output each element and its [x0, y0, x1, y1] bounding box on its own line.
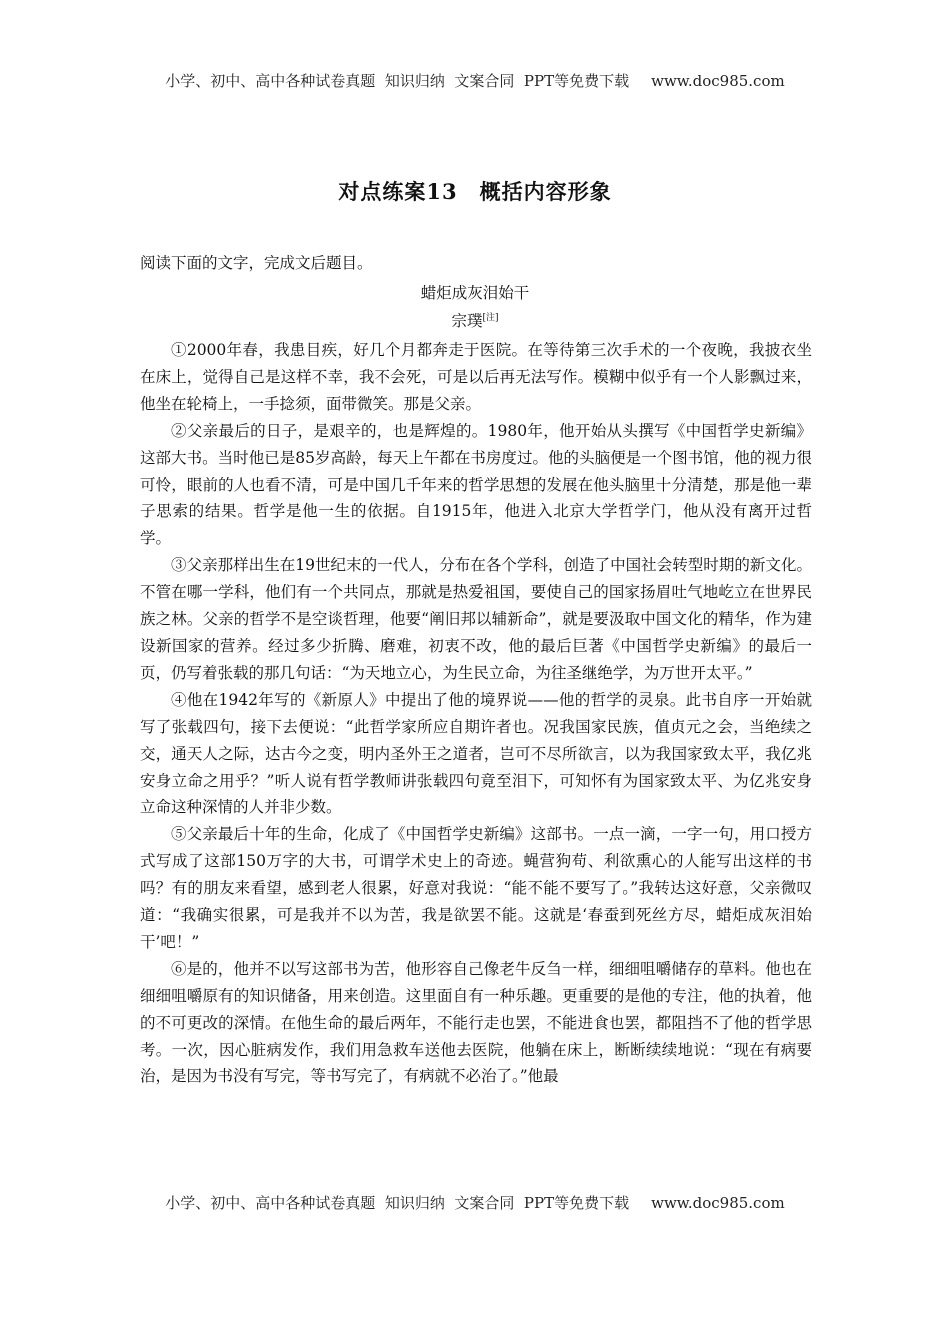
paragraph-1: ①2000年春，我患目疾，好几个月都奔走于医院。在等待第三次手术的一个夜晚，我披衣坐在床上，觉得自己是这样不幸，我不会死，可是以后再无法写作。模糊中似乎有一个人影飘过来，他坐在轮椅上，一手捻须，面带微笑。那是父亲。	[140, 341, 812, 413]
passage-author	[0, 309, 950, 331]
author-name: 宗璞	[451, 312, 483, 330]
paragraph-4: ④他在1942年写的《新原人》中提出了他的境界说——他的哲学的灵泉。此书自序一开始就写了张载四句，接下去便说：“此哲学家所应自期许者也。况我国家民族，值贞元之会，当绝续之交，通天人之际，达古今之变，明内圣外王之道者，岂可不尽所欲言，以为我国家致太平，我亿兆安身立命之用乎？”听人说有哲学教师讲张载四句竟至泪下，可知怀有为国家致太平、为亿兆安身立命这种深情的人并非少数。	[140, 690, 812, 817]
header-url[interactable]: www.doc985.com	[651, 72, 785, 90]
header-text: 小学、初中、高中各种试卷真题 知识归纳 文案合同 PPT等免费下载	[165, 72, 630, 90]
paragraph-2: ②父亲最后的日子，是艰辛的，也是辉煌的。1980年，他开始从头撰写《中国哲学史新编》这部大书。当时他已是85岁高龄，每天上午都在书房度过。他的头脑便是一个图书馆，他的视力很可怜，眼前的人也看不清，可是中国几千年来的哲学思想的发展在他头脑里十分清楚，那是他一辈子思索的结果。哲学是他一生的依据。自1915年，他进入北京大学哲学门，他从没有离开过哲学。	[140, 421, 812, 548]
page-header	[0, 70, 950, 91]
passage-body	[140, 337, 812, 1090]
footer-text: 小学、初中、高中各种试卷真题 知识归纳 文案合同 PPT等免费下载	[165, 1194, 630, 1212]
passage-title: 蜡炬成灰泪始干	[420, 284, 530, 302]
paragraph-3: ③父亲那样出生在19世纪末的一代人，分布在各个学科，创造了中国社会转型时期的新文化。不管在哪一学科，他们有一个共同点，那就是热爱祖国，要使自己的国家扬眉吐气地屹立在世界民族之林。父亲的哲学不是空谈哲理，他要“阐旧邦以辅新命”，就是要汲取中国文化的精华，作为建设新国家的营养。经过多少折腾、磨难，初衷不改，他的最后巨著《中国哲学史新编》的最后一页，仍写着张载的那几句话：“为天地立心，为生民立命，为往圣继绝学，为万世开太平。”	[140, 556, 812, 682]
page-title: 对点练案13 概括内容形象	[338, 179, 612, 204]
footer-url[interactable]: www.doc985.com	[651, 1194, 785, 1212]
note-mark: [注]	[482, 313, 499, 323]
page-footer	[0, 1192, 950, 1213]
paragraph-5: ⑤父亲最后十年的生命，化成了《中国哲学史新编》这部书。一点一滴，一字一句，用口授方式写成了这部150万字的大书，可谓学术史上的奇迹。蝇营狗苟、利欲熏心的人能写出这样的书吗？有的朋友来看望，感到老人很累，好意对我说：“能不能不要写了。”我转达这好意，父亲微叹道：“我确实很累，可是我并不以为苦，我是欲罢不能。这就是‘春蚕到死丝方尽，蜡炬成灰泪始干’吧！”	[140, 825, 812, 951]
paragraph-6: ⑥是的，他并不以写这部书为苦，他形容自己像老牛反刍一样，细细咀嚼储存的草料。他也在细细咀嚼原有的知识储备，用来创造。这里面自有一种乐趣。更重要的是他的专注，他的执着，他的不可更改的深情。在他生命的最后两年，不能行走也罢，不能进食也罢，都阻挡不了他的哲学思考。一次，因心脏病发作，我们用急救车送他去医院，他躺在床上，断断续续地说：“现在有病要治，是因为书没有写完，等书写完了，有病就不必治了。”他最	[140, 959, 812, 1086]
instruction: 阅读下面的文字，完成文后题目。	[140, 254, 373, 272]
